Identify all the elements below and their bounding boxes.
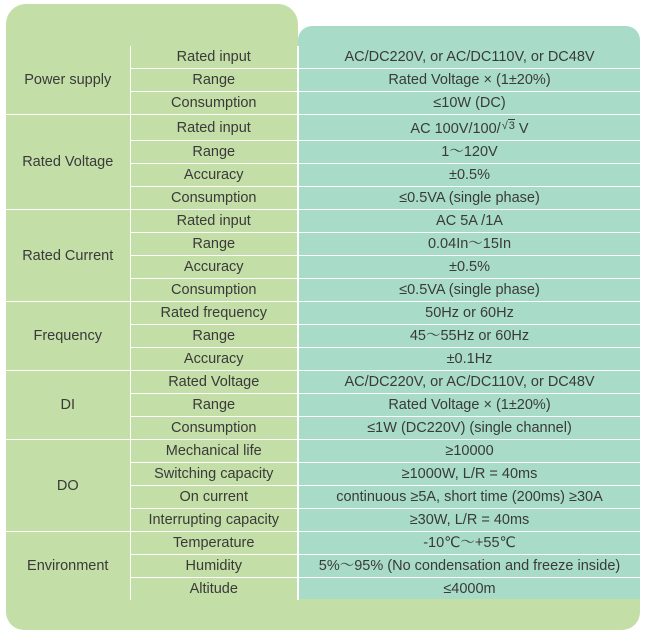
param-label: Accuracy bbox=[130, 348, 298, 371]
param-value: ≤0.5VA (single phase) bbox=[298, 279, 640, 302]
group-label: Environment bbox=[6, 532, 130, 601]
param-value: 1～120V bbox=[298, 141, 640, 164]
param-value: ±0.5% bbox=[298, 164, 640, 187]
param-value: ≤4000m bbox=[298, 578, 640, 601]
param-label: Rated input bbox=[130, 210, 298, 233]
param-value: AC/DC220V, or AC/DC110V, or DC48V bbox=[298, 371, 640, 394]
param-value: 0.04In～15In bbox=[298, 233, 640, 256]
spec-row bbox=[6, 46, 640, 69]
spec-row bbox=[6, 115, 640, 141]
param-label: Rated input bbox=[130, 115, 298, 141]
sqrt-symbol: √3 bbox=[501, 120, 515, 132]
param-value: -10℃～+55℃ bbox=[298, 532, 640, 555]
param-label: Humidity bbox=[130, 555, 298, 578]
spec-row bbox=[6, 532, 640, 555]
spec-table bbox=[6, 46, 640, 600]
group-label: Power supply bbox=[24, 72, 112, 88]
param-label: Temperature bbox=[130, 532, 298, 555]
spec-table-body bbox=[6, 46, 640, 600]
param-value: Rated Voltage × (1±20%) bbox=[298, 69, 640, 92]
param-value: AC/DC220V, or AC/DC110V, or DC48V bbox=[298, 46, 640, 69]
sqrt-radicand: 3 bbox=[508, 120, 515, 132]
param-label: Interrupting capacity bbox=[130, 509, 298, 532]
param-value: ≥10000 bbox=[298, 440, 640, 463]
spec-row bbox=[6, 302, 640, 325]
param-label: Switching capacity bbox=[130, 463, 298, 486]
value-text: AC 100V/100/ bbox=[410, 121, 501, 137]
group-label: DI bbox=[6, 371, 130, 440]
param-label: Range bbox=[130, 233, 298, 256]
param-value: ≤1W (DC220V) (single channel) bbox=[298, 417, 640, 440]
footer-bar bbox=[6, 599, 640, 630]
spec-row bbox=[6, 210, 640, 233]
param-label: Rated frequency bbox=[130, 302, 298, 325]
param-label: Consumption bbox=[130, 279, 298, 302]
group-label: Frequency bbox=[6, 302, 130, 371]
param-label: Range bbox=[130, 69, 298, 92]
param-value: 50Hz or 60Hz bbox=[298, 302, 640, 325]
spec-row bbox=[6, 371, 640, 394]
spec-row bbox=[6, 440, 640, 463]
param-label: Altitude bbox=[130, 578, 298, 601]
param-value: continuous ≥5A, short time (200ms) ≥30A bbox=[298, 486, 640, 509]
group-label: Rated Current bbox=[6, 210, 130, 302]
param-value: Rated Voltage × (1±20%) bbox=[298, 394, 640, 417]
param-value: ±0.5% bbox=[298, 256, 640, 279]
param-value: 5%～95% (No condensation and freeze inside) bbox=[298, 555, 640, 578]
param-value: ±0.1Hz bbox=[298, 348, 640, 371]
param-label: Consumption bbox=[130, 417, 298, 440]
value-suffix: V bbox=[514, 121, 529, 137]
param-value: ≥1000W, L/R = 40ms bbox=[298, 463, 640, 486]
param-label: Consumption bbox=[130, 187, 298, 210]
param-label: Rated Voltage bbox=[130, 371, 298, 394]
param-value: ≥30W, L/R = 40ms bbox=[298, 509, 640, 532]
param-value: ≤10W (DC) bbox=[298, 92, 640, 115]
group-label: DO bbox=[6, 440, 130, 532]
param-label: Range bbox=[130, 394, 298, 417]
param-label: Accuracy bbox=[130, 164, 298, 187]
param-label: On current bbox=[130, 486, 298, 509]
param-label: Accuracy bbox=[130, 256, 298, 279]
param-value: ≤0.5VA (single phase) bbox=[298, 187, 640, 210]
param-label: Range bbox=[130, 141, 298, 164]
param-value bbox=[298, 115, 640, 141]
param-label: Rated input bbox=[130, 46, 298, 69]
param-value: AC 5A /1A bbox=[298, 210, 640, 233]
param-label: Consumption bbox=[130, 92, 298, 115]
group-label: Rated Voltage bbox=[6, 115, 130, 210]
param-value: 45～55Hz or 60Hz bbox=[298, 325, 640, 348]
param-label: Mechanical life bbox=[130, 440, 298, 463]
param-label: Range bbox=[130, 325, 298, 348]
